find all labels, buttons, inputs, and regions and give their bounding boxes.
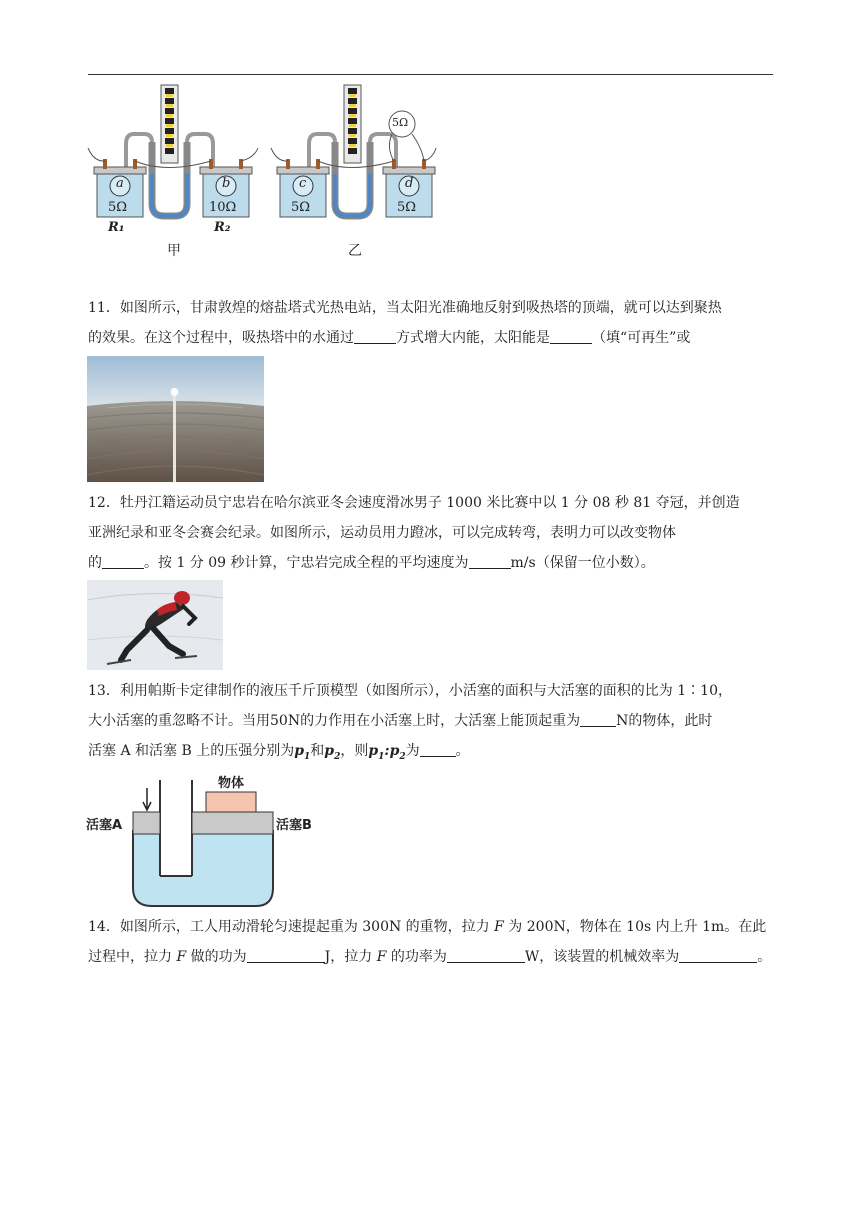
jar-b-resistance: 10Ω — [209, 200, 237, 215]
q13-line-2: 大小活塞的重忽略不计。当用50N的力作用在小活塞上时，大活塞上能顶起重为 N的物体，此时 — [88, 706, 778, 736]
q13-line-1: 13．利用帕斯卡定律制作的液压千斤顶模型（如图所示），小活塞的面积与大活塞的面积的比为 1∶10， — [88, 683, 732, 699]
answer-blank[interactable] — [354, 327, 396, 344]
answer-blank[interactable] — [580, 710, 616, 727]
answer-blank[interactable] — [469, 552, 511, 569]
resistor-r2-label: R₂ — [214, 220, 231, 235]
q12-line-3: 的 。按 1 分 09 秒计算，宁忠岩完成全程的平均速度为 m/s（保留一位小数）。 — [88, 548, 778, 578]
q12-line-1: 12．牡丹江籍运动员宁忠岩在哈尔滨亚冬会速度滑冰男子 1000 米比赛中以 1 分 08 秒 81 夺冠，并创造 — [88, 495, 740, 511]
piston-a-label: 活塞A — [86, 818, 123, 833]
q11-line-2: 的效果。在这个过程中，吸热塔中的水通过 方式增大内能，太阳能是 （填“可再生”或 — [88, 323, 778, 353]
jar-c-letter: c — [299, 176, 307, 191]
jar-b-letter: b — [222, 176, 231, 191]
jar-a-resistance: 5Ω — [108, 200, 128, 215]
solar-tower-photo — [87, 356, 264, 482]
answer-blank[interactable] — [420, 740, 456, 757]
q11-line-1: 11．如图所示，甘肃敦煌的熔盐塔式光热电站，当太阳光准确地反射到吸热塔的顶端，就可以达到聚热 — [88, 300, 722, 316]
question-14 — [88, 912, 778, 972]
figure-tag-jia: 甲 — [167, 243, 181, 259]
q13-line-3: 活塞 A 和活塞 B 上的压强分别为$p_1$和$p_2$，则$p_1:p_2$为 。 — [88, 736, 778, 772]
question-13 — [88, 676, 778, 772]
jar-c-resistance: 5Ω — [291, 200, 311, 215]
jar-d-resistance: 5Ω — [397, 200, 417, 215]
joule-heating-figure — [86, 82, 438, 262]
answer-blank[interactable] — [447, 946, 525, 963]
question-12 — [88, 488, 778, 578]
jar-a-letter: a — [116, 176, 124, 191]
resistor-r1-label: R₁ — [108, 220, 125, 235]
q12-line-2: 亚洲纪录和亚冬会赛会纪录。如图所示，运动员用力蹬冰，可以完成转弯，表明力可以改变物体 — [88, 525, 676, 541]
figure-tag-yi: 乙 — [348, 243, 362, 259]
hydraulic-jack-figure — [86, 770, 322, 912]
q14-line-2: 过程中，拉力 F 做的功为 J，拉力 F 的功率为 W，该装置的机械效率为 。 — [88, 942, 778, 972]
q14-line-1: 14．如图所示，工人用动滑轮匀速提起重为 300N 的重物，拉力 F 为 200N，物体在 10s 内上升 1m。在此 — [88, 919, 767, 935]
jar-d-letter: d — [405, 176, 414, 191]
header-rule — [88, 74, 773, 75]
object-label: 物体 — [218, 776, 245, 791]
speed-skater-photo — [87, 580, 223, 670]
answer-blank[interactable] — [679, 946, 757, 963]
external-resistor-label: 5Ω — [392, 116, 409, 129]
answer-blank[interactable] — [102, 552, 144, 569]
piston-b-label: 活塞B — [276, 818, 312, 833]
answer-blank[interactable] — [247, 946, 325, 963]
answer-blank[interactable] — [550, 327, 592, 344]
